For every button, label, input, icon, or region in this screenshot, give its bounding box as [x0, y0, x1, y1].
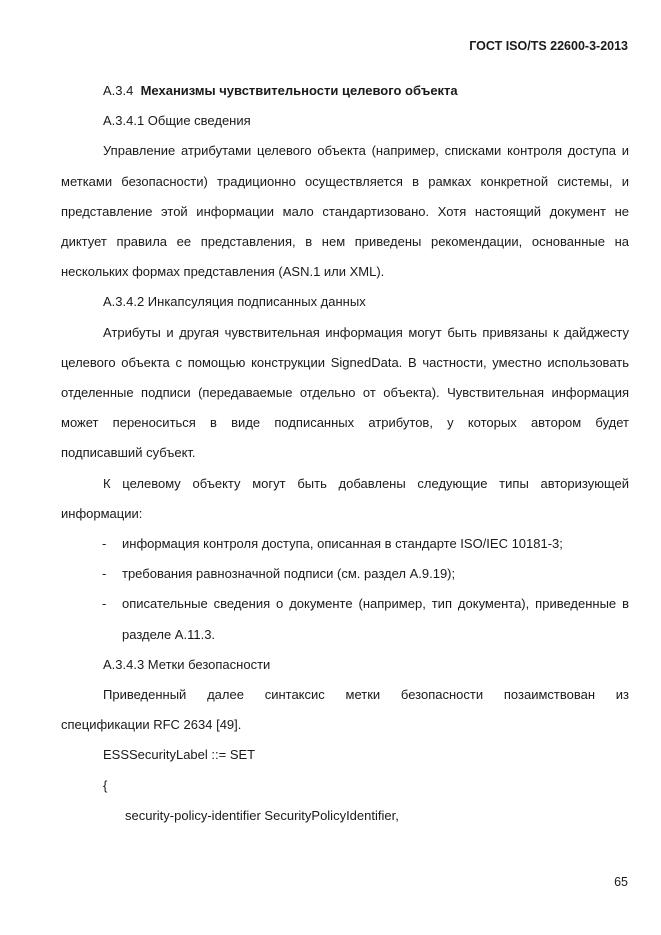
- section-title: Механизмы чувствительности целевого объекта: [140, 83, 458, 98]
- paragraph-line: информации:: [61, 505, 143, 521]
- list-item-line: разделе A.11.3.: [122, 626, 216, 642]
- list-bullet: -: [102, 536, 107, 552]
- paragraph-line: нескольких формах представления (ASN.1 или XML).: [61, 264, 385, 280]
- section-number: A.3.4: [103, 83, 134, 98]
- page-number: 65: [614, 875, 628, 889]
- paragraph-line: Управление атрибутами целевого объекта (например, списками контроля доступа и: [103, 143, 629, 159]
- paragraph-line: Атрибуты и другая чувствительная информация могут быть привязаны к дайджесту: [103, 324, 629, 340]
- subsection-heading-1: A.3.4.1 Общие сведения: [103, 113, 251, 129]
- code-line: security-policy-identifier SecurityPolicyIdentifier,: [125, 807, 399, 823]
- list-bullet: -: [102, 566, 107, 582]
- code-line: {: [103, 777, 108, 793]
- list-item-line: описательные сведения о документе (например, тип документа), приведенные в: [122, 596, 629, 612]
- list-item: [61, 559, 629, 589]
- paragraph-line: может переноситься в виде подписанных атрибутов, у которых автором будет: [61, 415, 629, 431]
- list-item: [61, 529, 629, 559]
- section-heading: [61, 76, 629, 106]
- list-bullet: -: [102, 596, 107, 612]
- subsection-heading-2: A.3.4.2 Инкапсуляция подписанных данных: [103, 294, 366, 310]
- list-item-line: информация контроля доступа, описанная в стандарте ISO/IEC 10181-3;: [122, 536, 563, 552]
- code-line: ESSSecurityLabel ::= SET: [103, 747, 256, 763]
- paragraph-line: отделенные подписи (передаваемые отдельно от объекта). Чувствительная информация: [61, 385, 629, 401]
- list-item-line: требования равнозначной подписи (см. раздел A.9.19);: [122, 566, 456, 582]
- standard-header: ГОСТ ISO/TS 22600-3-2013: [469, 39, 628, 53]
- paragraph-line: К целевому объекту могут быть добавлены следующие типы авторизующей: [103, 475, 629, 491]
- paragraph-line: Приведенный далее синтаксис метки безопасности позаимствован из: [103, 687, 629, 703]
- document-body: [61, 76, 629, 831]
- subsection-heading-3: A.3.4.3 Метки безопасности: [103, 656, 271, 672]
- paragraph-line: представление этой информации мало стандартизовано. Хотя настоящий документ не: [61, 203, 629, 219]
- list-item: [61, 589, 629, 649]
- paragraph-line: целевого объекта с помощью конструкции SignedData. В частности, уместно использовать: [61, 354, 629, 370]
- paragraph-line: спецификации RFC 2634 [49].: [61, 717, 242, 733]
- paragraph-line: подписавший субъект.: [61, 445, 196, 461]
- paragraph-line: диктует правила ее представления, в нем приведены рекомендации, основанные на: [61, 234, 629, 250]
- paragraph-line: метками безопасности) традиционно осуществляется в рамках конкретной системы, и: [61, 173, 629, 189]
